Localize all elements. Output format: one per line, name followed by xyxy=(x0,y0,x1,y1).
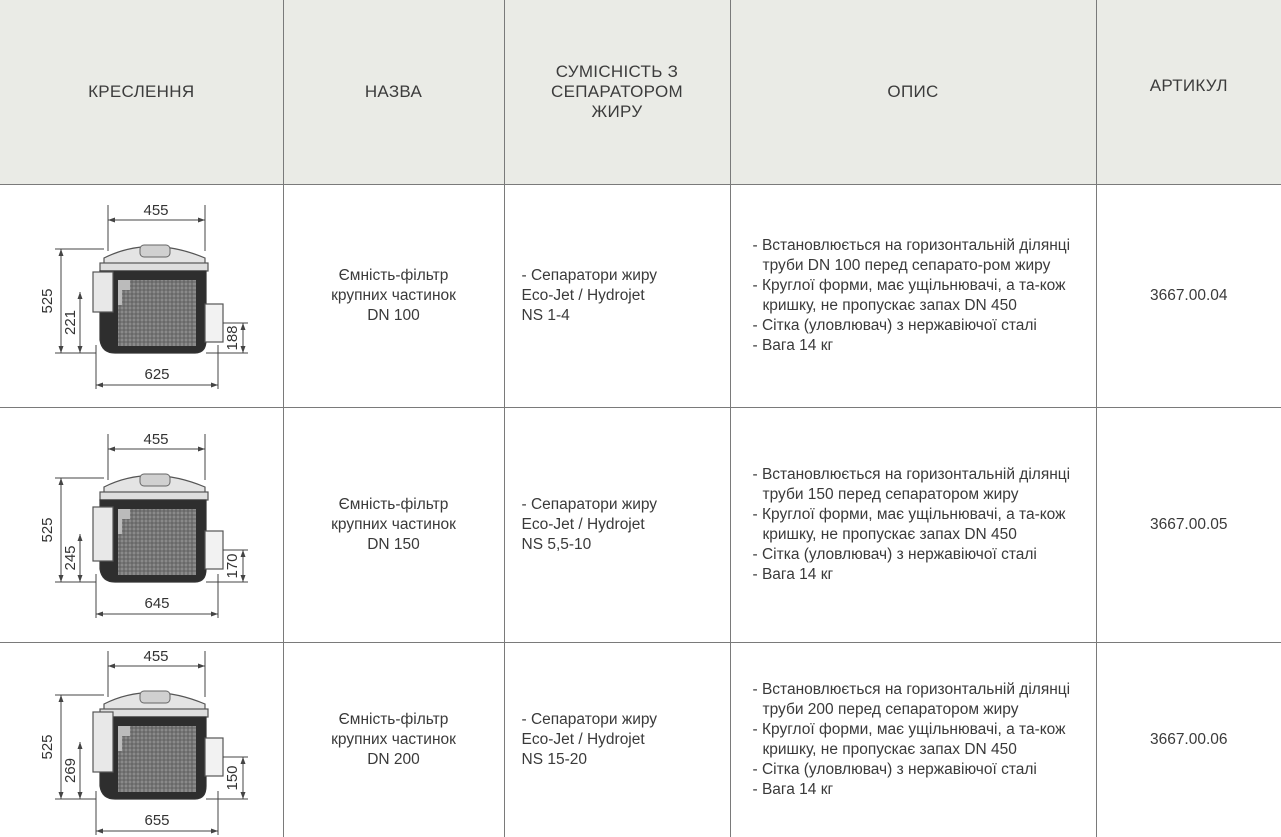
header-compat-line: СЕПАРАТОРОМ xyxy=(505,82,730,102)
desc-cell xyxy=(730,408,1096,643)
dimension-arrowhead xyxy=(96,829,103,834)
name-line: Ємність-фільтр xyxy=(284,266,504,286)
lid-handle xyxy=(140,691,170,703)
compat-line: Eco-Jet / Hydrojet xyxy=(522,286,730,306)
dimension-arrowhead xyxy=(108,664,115,669)
height-dimension-label: 525 xyxy=(39,288,56,313)
name-line: крупних частинок xyxy=(284,515,504,535)
lid-handle xyxy=(140,474,170,486)
dimension-arrowhead xyxy=(241,550,246,557)
compat-cell xyxy=(504,185,730,408)
inlet-pipe xyxy=(93,272,113,312)
header-article: АРТИКУЛ xyxy=(1096,0,1281,185)
name-cell xyxy=(283,408,504,643)
dimension-arrowhead xyxy=(211,829,218,834)
desc-item: - Вага 14 кг xyxy=(753,336,1090,356)
name-cell xyxy=(283,643,504,837)
header-drawing: КРЕСЛЕННЯ xyxy=(0,0,283,185)
name-line: крупних частинок xyxy=(284,286,504,306)
height-dimension-label: 525 xyxy=(39,517,56,542)
name-line: DN 200 xyxy=(284,750,504,770)
desc-item: - Вага 14 кг xyxy=(753,780,1090,800)
desc-item: - Встановлюється на горизонтальній ділянці труби 150 перед сепаратором жиру xyxy=(753,465,1090,505)
dimension-arrowhead xyxy=(78,534,83,541)
lid-rim xyxy=(100,709,208,717)
article-cell: 3667.00.06 xyxy=(1096,643,1281,837)
desc-item: - Круглої форми, має ущільнювачі, а та-кож кришку, не пропускає запах DN 450 xyxy=(753,276,1090,316)
desc-item: - Встановлюється на горизонтальній ділянці труби 200 перед сепаратором жиру xyxy=(753,680,1090,720)
separator-drawing xyxy=(0,408,283,642)
dimension-arrowhead xyxy=(198,664,205,669)
name-line: Ємність-фільтр xyxy=(284,710,504,730)
compat-line: NS 1-4 xyxy=(522,306,730,326)
bottom-dimension-label: 625 xyxy=(144,366,169,383)
drawing-group xyxy=(39,431,248,618)
drawing-cell xyxy=(0,408,283,643)
dimension-arrowhead xyxy=(59,346,64,353)
dimension-arrowhead xyxy=(59,249,64,256)
dimension-arrowhead xyxy=(78,792,83,799)
compat-cell xyxy=(504,643,730,837)
dimension-arrowhead xyxy=(241,575,246,582)
bottom-dimension-label: 645 xyxy=(144,595,169,612)
drawing-group xyxy=(39,202,248,389)
inlet-dimension-label: 245 xyxy=(62,545,79,570)
drawing-cell xyxy=(0,643,283,837)
bottom-dimension-label: 655 xyxy=(144,812,169,829)
dimension-arrowhead xyxy=(78,742,83,749)
dimension-arrowhead xyxy=(78,346,83,353)
dimension-arrowhead xyxy=(59,478,64,485)
dimension-arrowhead xyxy=(211,612,218,617)
inlet-pipe xyxy=(93,507,113,561)
dimension-arrowhead xyxy=(211,383,218,388)
header-name: НАЗВА xyxy=(283,0,504,185)
header-row xyxy=(0,0,1281,185)
header-compat-line: СУМІСНІСТЬ З xyxy=(505,62,730,82)
lid-rim xyxy=(100,492,208,500)
outlet-dimension-label: 188 xyxy=(224,325,241,350)
inlet-pipe xyxy=(93,712,113,772)
separator-drawing xyxy=(0,643,283,837)
name-line: крупних частинок xyxy=(284,730,504,750)
dimension-arrowhead xyxy=(241,757,246,764)
dimension-arrowhead xyxy=(96,383,103,388)
dimension-arrowhead xyxy=(241,346,246,353)
compat-line: Eco-Jet / Hydrojet xyxy=(522,730,730,750)
compat-line: - Сепаратори жиру xyxy=(522,710,730,730)
dimension-arrowhead xyxy=(78,575,83,582)
table-row xyxy=(0,643,1281,837)
desc-item: - Круглої форми, має ущільнювачі, а та-кож кришку, не пропускає запах DN 450 xyxy=(753,720,1090,760)
header-compat-line: ЖИРУ xyxy=(505,102,730,122)
outlet-dimension-label: 150 xyxy=(224,765,241,790)
top-dimension-label: 455 xyxy=(143,648,168,665)
height-dimension-label: 525 xyxy=(39,734,56,759)
drawing-group xyxy=(39,648,248,835)
outlet-dimension-label: 170 xyxy=(224,553,241,578)
compat-line: - Сепаратори жиру xyxy=(522,495,730,515)
desc-item: - Сітка (уловлювач) з нержавіючої сталі xyxy=(753,316,1090,336)
desc-item: - Сітка (уловлювач) з нержавіючої сталі xyxy=(753,545,1090,565)
lid-rim xyxy=(100,263,208,271)
article-cell: 3667.00.04 xyxy=(1096,185,1281,408)
separator-drawing xyxy=(0,185,283,407)
compat-line: NS 15-20 xyxy=(522,750,730,770)
desc-item: - Встановлюється на горизонтальній ділянці труби DN 100 перед сепарато-ром жиру xyxy=(753,236,1090,276)
header-compat xyxy=(504,0,730,185)
table-row xyxy=(0,185,1281,408)
lid-handle xyxy=(140,245,170,257)
name-line: Ємність-фільтр xyxy=(284,495,504,515)
dimension-arrowhead xyxy=(198,447,205,452)
desc-item: - Вага 14 кг xyxy=(753,565,1090,585)
outlet-pipe xyxy=(205,531,223,569)
dimension-arrowhead xyxy=(241,323,246,330)
dimension-arrowhead xyxy=(59,575,64,582)
top-dimension-label: 455 xyxy=(143,431,168,448)
compat-cell xyxy=(504,408,730,643)
compat-line: NS 5,5-10 xyxy=(522,535,730,555)
name-line: DN 100 xyxy=(284,306,504,326)
outlet-pipe xyxy=(205,304,223,342)
desc-item: - Круглої форми, має ущільнювачі, а та-кож кришку, не пропускає запах DN 450 xyxy=(753,505,1090,545)
outlet-pipe xyxy=(205,738,223,776)
compat-line: - Сепаратори жиру xyxy=(522,266,730,286)
inlet-dimension-label: 221 xyxy=(62,310,79,335)
top-dimension-label: 455 xyxy=(143,202,168,219)
dimension-arrowhead xyxy=(96,612,103,617)
dimension-arrowhead xyxy=(108,447,115,452)
name-cell xyxy=(283,185,504,408)
desc-cell xyxy=(730,643,1096,837)
table-row xyxy=(0,408,1281,643)
dimension-arrowhead xyxy=(59,695,64,702)
compat-line: Eco-Jet / Hydrojet xyxy=(522,515,730,535)
inlet-dimension-label: 269 xyxy=(62,758,79,783)
dimension-arrowhead xyxy=(198,218,205,223)
dimension-arrowhead xyxy=(78,292,83,299)
header-desc: ОПИС xyxy=(730,0,1096,185)
dimension-arrowhead xyxy=(108,218,115,223)
dimension-arrowhead xyxy=(59,792,64,799)
dimension-arrowhead xyxy=(241,792,246,799)
name-line: DN 150 xyxy=(284,535,504,555)
drawing-cell xyxy=(0,185,283,408)
article-cell: 3667.00.05 xyxy=(1096,408,1281,643)
desc-item: - Сітка (уловлювач) з нержавіючої сталі xyxy=(753,760,1090,780)
desc-cell xyxy=(730,185,1096,408)
